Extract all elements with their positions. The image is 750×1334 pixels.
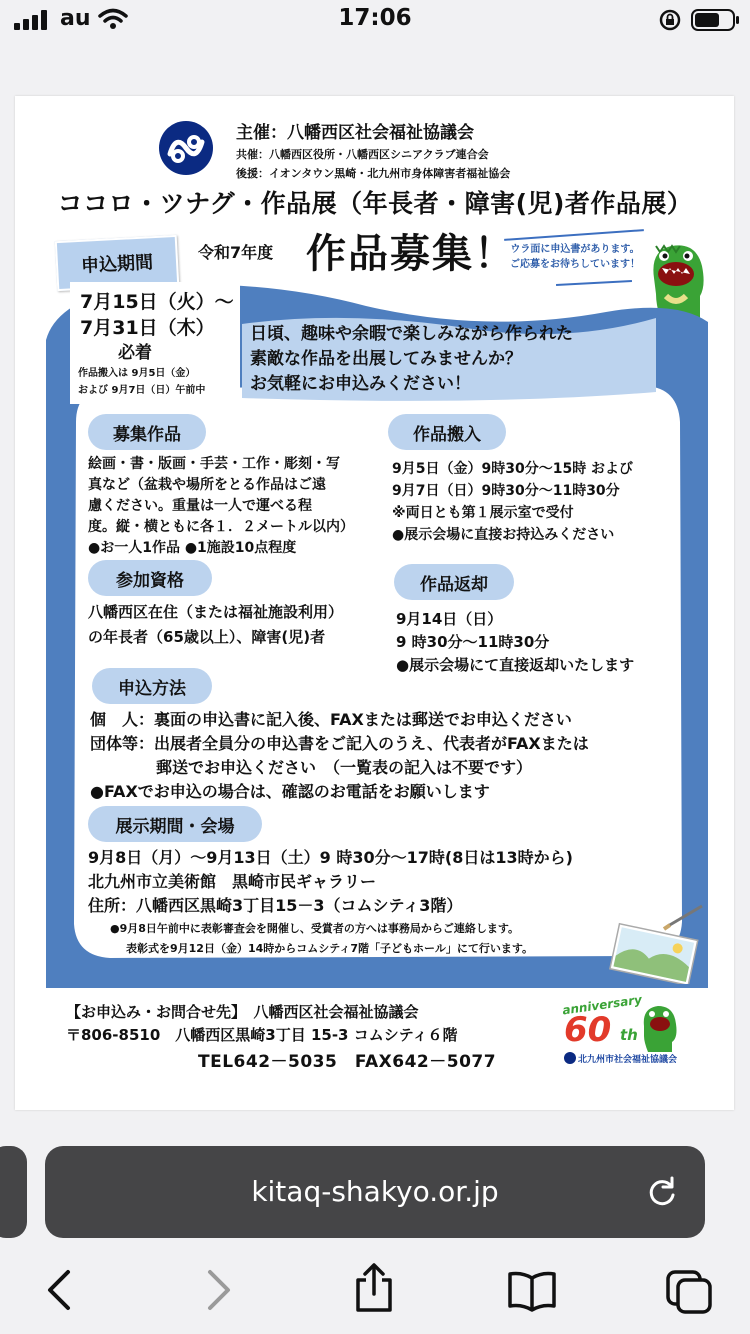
contact-phone-fax: TEL642－5035 FAX642－5077 — [198, 1052, 497, 1072]
tabs-icon[interactable] — [664, 1268, 714, 1314]
share-icon[interactable] — [352, 1262, 396, 1314]
delivery-note: および 9月7日（日）午前中 — [78, 385, 206, 396]
anniversary-org: 北九州市社会福祉協議会 — [578, 1055, 678, 1065]
back-side-note: ウラ面に申込書があります。 ご応募をお待ちしています！ — [510, 244, 640, 270]
section-label-delivery: 作品搬入 — [388, 414, 506, 450]
section-label-exhibit: 展示期間・会場 — [88, 806, 262, 842]
anniversary-number: 60 — [564, 1010, 612, 1050]
city-emblem-logo — [158, 120, 214, 176]
application-period-tag: 申込期間 — [55, 235, 179, 291]
anniversary-word: anniversary — [561, 992, 643, 1018]
section-label-eligibility: 参加資格 — [88, 560, 212, 596]
carrier-label: au — [60, 6, 91, 31]
return-details: 9月14日（日） 9 時30分～11時30分 ●展示会場にて直接返却いたします — [396, 610, 635, 674]
contact-address: 〒806-8510 八幡西区黒崎3丁目 15-3 コムシティ６階 — [66, 1026, 458, 1044]
back-icon[interactable] — [44, 1268, 74, 1312]
host-organization: 主催：八幡西区社会福祉協議会 — [236, 123, 474, 143]
contact-heading: 【お申込み・お問合せ先】 八幡西区社会福祉協議会 — [66, 1003, 419, 1021]
works-details: 絵画・書・版画・手芸・工作・彫刻・写 真など（盆栽や場所をとる作品はご遠 慮ください。重量は一人で運べる程 度。縦・横ともに各１．２メートル以内） ●お一人1作品 ●1施設10点程度 — [88, 456, 354, 556]
section-label-works: 募集作品 — [88, 414, 206, 450]
rotation-lock-icon — [659, 9, 681, 31]
battery-icon — [691, 9, 741, 31]
exhibit-note: 表彰式を9月12日（金）14時からコムシティ7階「子どもホール」にて行います。 — [126, 942, 533, 955]
council-logo-icon — [564, 1052, 576, 1064]
deadline-note: 必着 — [118, 343, 152, 363]
intro-text: 日頃、趣味や余暇で楽しみながら作られた 素敵な作品を出展してみませんか？ お気軽にお申込みください！ — [250, 324, 573, 394]
section-label-method: 申込方法 — [92, 668, 212, 704]
anniversary-suffix: th — [620, 1026, 638, 1044]
exhibit-note: ●9月8日午前中に表彰審査会を開催し、受賞者の方へは事務局からご連絡します。 — [110, 922, 520, 935]
end-date: 7月31日（木） — [80, 317, 215, 339]
exhibit-details: 9月8日（月）～9月13日（土）9 時30分～17時(8日は13時から) 北九州市立美術館 黒崎市民ギャラリー 住所：八幡西区黒崎3丁目15－3（コムシティ3階） — [88, 848, 573, 915]
url-text[interactable]: kitaq-shakyo.or.jp — [251, 1175, 499, 1208]
co-host: 共催：八幡西区役所・八幡西区シニアクラブ連合会 — [236, 148, 489, 161]
flyer-title: ココロ・ツナグ・作品展（年長者・障害(児)者作品展） — [57, 189, 693, 218]
dinosaur-mascot-icon — [638, 1002, 680, 1054]
eligibility-details: 八幡西区在住（または福祉施設利用） の年長者（65歳以上）、障害(児)者 — [88, 603, 344, 646]
bookmarks-icon[interactable] — [506, 1268, 558, 1312]
painting-canvas-icon — [606, 904, 706, 984]
delivery-note: 作品搬入は 9月5日（金） — [78, 368, 196, 379]
delivery-details: 9月5日（金）9時30分～15時 および 9月7日（日）9時30分～11時30分 ※両日とも第１展示室で受付 ●展示会場に直接お持込みください — [392, 461, 634, 543]
clock: 17:06 — [338, 5, 412, 31]
recruit-heading: 作品募集！ — [306, 231, 516, 277]
previous-tab-preview[interactable] — [0, 1146, 27, 1238]
method-details: 個 人：裏面の申込書に記入後、FAXまたは郵送でお申込ください 団体等：出展者全員分の申込書をご記入のうえ、代表者がFAXまたは 郵送でお申込ください （一覧表の記入は不要です） ●FAXでお申込の場合は、確認のお電話をお願いします — [90, 710, 589, 801]
section-label-return: 作品返却 — [394, 564, 514, 600]
fiscal-year: 令和7年度 — [198, 243, 274, 262]
start-date: 7月15日（火）～ — [80, 291, 234, 313]
status-bar — [0, 0, 750, 40]
forward-icon[interactable] — [204, 1268, 234, 1312]
reload-icon[interactable] — [645, 1175, 679, 1209]
support-organizations: 後援：イオンタウン黒崎・北九州市身体障害者福祉協会 — [236, 167, 511, 180]
